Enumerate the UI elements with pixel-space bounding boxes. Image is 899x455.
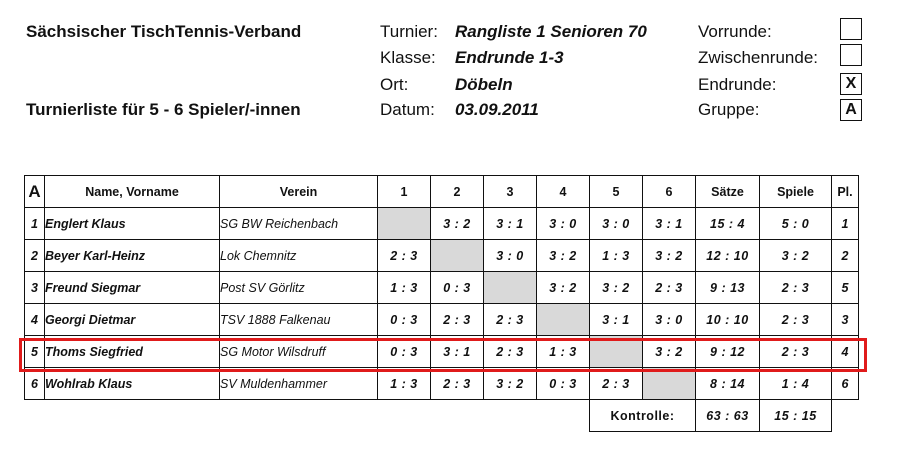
games-total: 2 : 3	[760, 304, 832, 336]
result-cell: 0 : 3	[537, 368, 590, 400]
result-cell: 2 : 3	[643, 272, 696, 304]
player-club: SV Muldenhammer	[220, 368, 378, 400]
result-cell: 3 : 1	[431, 336, 484, 368]
turnier-value: Rangliste 1 Senioren 70	[455, 22, 647, 41]
phase-box-zwischenrunde	[840, 44, 862, 66]
result-cell: 2 : 3	[431, 304, 484, 336]
result-cell: 3 : 1	[590, 304, 643, 336]
player-club: SG Motor Wilsdruff	[220, 336, 378, 368]
result-cell: 3 : 0	[590, 208, 643, 240]
player-name: Beyer Karl-Heinz	[45, 240, 220, 272]
result-cell: 1 : 3	[378, 272, 431, 304]
group-letter: A	[25, 176, 45, 208]
control-games: 15 : 15	[760, 400, 832, 432]
datum-value: 03.09.2011	[455, 100, 539, 119]
phase-label-zwischenrunde: Zwischenrunde:	[698, 48, 819, 67]
table-header-row	[25, 176, 859, 208]
result-cell-diagonal	[378, 208, 431, 240]
datum-label: Datum:	[380, 100, 435, 119]
player-name: Englert Klaus	[45, 208, 220, 240]
ort-label: Ort:	[380, 75, 409, 94]
games-total: 5 : 0	[760, 208, 832, 240]
table-row	[25, 208, 859, 240]
result-cell: 1 : 3	[378, 368, 431, 400]
player-name: Freund Siegmar	[45, 272, 220, 304]
control-spacer-end	[832, 400, 859, 432]
federation-title: Sächsischer TischTennis-Verband	[26, 22, 302, 41]
player-club: Post SV Görlitz	[220, 272, 378, 304]
result-cell: 2 : 3	[484, 304, 537, 336]
col-opponent-3-header: 3	[484, 176, 537, 208]
results-table	[24, 175, 859, 432]
result-cell-diagonal	[431, 240, 484, 272]
result-cell: 2 : 3	[378, 240, 431, 272]
result-cell: 1 : 3	[590, 240, 643, 272]
result-cell-diagonal	[484, 272, 537, 304]
result-cell: 3 : 2	[590, 272, 643, 304]
player-club: TSV 1888 Falkenau	[220, 304, 378, 336]
col-place-header: Pl.	[832, 176, 859, 208]
result-cell: 0 : 3	[378, 336, 431, 368]
games-total: 2 : 3	[760, 272, 832, 304]
result-cell: 3 : 2	[537, 240, 590, 272]
result-cell: 3 : 0	[643, 304, 696, 336]
col-club-header: Verein	[220, 176, 378, 208]
player-name: Wohlrab Klaus	[45, 368, 220, 400]
row-number: 5	[25, 336, 45, 368]
control-label: Kontrolle:	[590, 400, 696, 432]
col-sets-header: Sätze	[696, 176, 760, 208]
games-total: 3 : 2	[760, 240, 832, 272]
result-cell: 3 : 1	[643, 208, 696, 240]
col-games-header: Spiele	[760, 176, 832, 208]
row-number: 3	[25, 272, 45, 304]
result-cell: 3 : 2	[537, 272, 590, 304]
result-cell: 3 : 1	[484, 208, 537, 240]
result-cell: 2 : 3	[590, 368, 643, 400]
result-cell: 2 : 3	[484, 336, 537, 368]
phase-box-gruppe: A	[840, 99, 862, 121]
klasse-value: Endrunde 1-3	[455, 48, 564, 67]
col-name-header: Name, Vorname	[45, 176, 220, 208]
result-cell: 3 : 2	[484, 368, 537, 400]
player-name: Georgi Dietmar	[45, 304, 220, 336]
col-opponent-4-header: 4	[537, 176, 590, 208]
row-number: 6	[25, 368, 45, 400]
result-cell: 3 : 0	[484, 240, 537, 272]
player-club: Lok Chemnitz	[220, 240, 378, 272]
placement: 6	[832, 368, 859, 400]
phase-label-vorrunde: Vorrunde:	[698, 22, 772, 41]
sets-total: 12 : 10	[696, 240, 760, 272]
table-row	[25, 240, 859, 272]
placement: 3	[832, 304, 859, 336]
control-row	[25, 400, 859, 432]
result-cell-diagonal	[537, 304, 590, 336]
table-row	[25, 304, 859, 336]
sets-total: 10 : 10	[696, 304, 760, 336]
placement: 1	[832, 208, 859, 240]
table-row	[25, 336, 859, 368]
phase-label-endrunde: Endrunde:	[698, 75, 777, 94]
phase-label-gruppe: Gruppe:	[698, 100, 760, 119]
player-club: SG BW Reichenbach	[220, 208, 378, 240]
result-cell-diagonal	[590, 336, 643, 368]
sets-total: 9 : 12	[696, 336, 760, 368]
player-name: Thoms Siegfried	[45, 336, 220, 368]
table-row	[25, 272, 859, 304]
result-cell: 3 : 2	[643, 336, 696, 368]
result-cell: 2 : 3	[431, 368, 484, 400]
control-spacer	[25, 400, 590, 432]
result-cell: 0 : 3	[378, 304, 431, 336]
col-opponent-6-header: 6	[643, 176, 696, 208]
turnier-label: Turnier:	[380, 22, 438, 41]
list-title: Turnierliste für 5 - 6 Spieler/-innen	[26, 100, 301, 119]
placement: 5	[832, 272, 859, 304]
placement: 4	[832, 336, 859, 368]
col-opponent-5-header: 5	[590, 176, 643, 208]
col-opponent-1-header: 1	[378, 176, 431, 208]
control-sets: 63 : 63	[696, 400, 760, 432]
table-row	[25, 368, 859, 400]
result-cell: 0 : 3	[431, 272, 484, 304]
sets-total: 15 : 4	[696, 208, 760, 240]
result-cell: 3 : 2	[643, 240, 696, 272]
phase-box-vorrunde	[840, 18, 862, 40]
sets-total: 8 : 14	[696, 368, 760, 400]
row-number: 1	[25, 208, 45, 240]
sets-total: 9 : 13	[696, 272, 760, 304]
games-total: 1 : 4	[760, 368, 832, 400]
result-cell-diagonal	[643, 368, 696, 400]
col-opponent-2-header: 2	[431, 176, 484, 208]
games-total: 2 : 3	[760, 336, 832, 368]
row-number: 4	[25, 304, 45, 336]
result-cell: 1 : 3	[537, 336, 590, 368]
ort-value: Döbeln	[455, 75, 513, 94]
phase-box-endrunde: X	[840, 73, 862, 95]
klasse-label: Klasse:	[380, 48, 436, 67]
placement: 2	[832, 240, 859, 272]
result-cell: 3 : 2	[431, 208, 484, 240]
row-number: 2	[25, 240, 45, 272]
result-cell: 3 : 0	[537, 208, 590, 240]
